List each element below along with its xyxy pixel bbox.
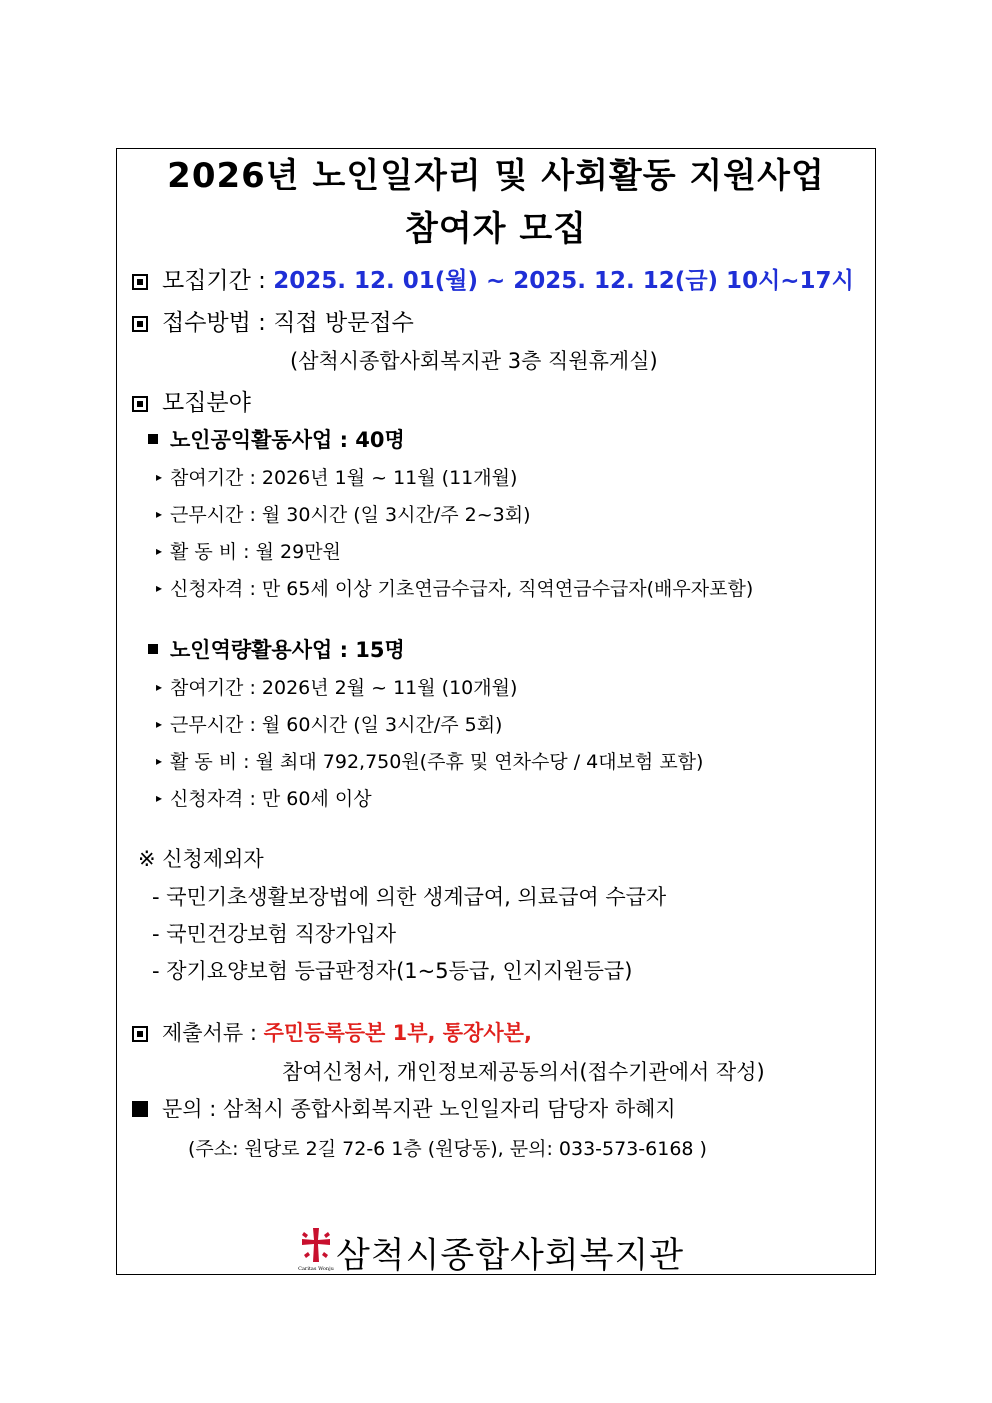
documents-value2: 참여신청서, 개인정보제공동의서(접수기관에서 작성) [282, 1060, 765, 1084]
documents-value-red: 주민등록등본 1부, 통장사본, [263, 1021, 532, 1045]
checkbox-square-icon [132, 396, 148, 412]
contact-address: (주소: 원당로 2길 72-6 1층 (원당동), 문의: 033-573-6168 ) [188, 1138, 707, 1160]
triangle-bullet-icon: ▸ [156, 753, 163, 768]
program1-row-text: 활 동 비 : 월 29만원 [170, 541, 341, 563]
required-documents [132, 1017, 532, 1047]
period-value: 2025. 12. 01(월) ~ 2025. 12. 12(금) 10시~17시 [273, 268, 854, 294]
program2-row-text: 활 동 비 : 월 최대 792,750원(주휴 및 연차수당 / 4대보험 포함) [170, 751, 704, 773]
recruit-period [132, 262, 854, 295]
contact-text: 문의 : 삼척시 종합사회복지관 노인일자리 담당자 하혜지 [162, 1097, 676, 1121]
page-title-line1: 2026년 노인일자리 및 사회활동 지원사업 [167, 156, 825, 196]
program1-heading-text: 노인공익활동사업 : 40명 [170, 428, 405, 452]
method-place: (삼척시종합사회복지관 3층 직원휴게실) [290, 349, 658, 373]
program2-row [156, 784, 372, 811]
program1-row [156, 537, 341, 564]
contact-line [132, 1093, 676, 1123]
program1-row [156, 463, 517, 490]
triangle-bullet-icon: ▸ [156, 469, 163, 484]
checkbox-square-icon [132, 274, 148, 290]
program2-row [156, 747, 703, 774]
bullet-square-icon [148, 644, 158, 654]
organization-name: 삼척시종합사회복지관 [336, 1236, 685, 1276]
documents-label: 제출서류 : [162, 1021, 257, 1045]
program1-row-text: 근무시간 : 월 30시간 (일 3시간/주 2~3회) [170, 504, 531, 526]
program1-row-text: 신청자격 : 만 65세 이상 기초연금수급자, 직역연금수급자(배우자포함) [170, 578, 754, 600]
program2-heading-text: 노인역량활용사업 : 15명 [170, 638, 405, 662]
period-label: 모집기간 : [162, 268, 266, 294]
exclusion-item: - 국민건강보험 직장가입자 [152, 922, 397, 946]
program1-heading [148, 424, 405, 454]
checkbox-square-icon [132, 1026, 148, 1042]
recruit-fields [132, 384, 251, 417]
program2-row [156, 673, 517, 700]
bullet-square-icon [148, 434, 158, 444]
page-title-line2: 참여자 모집 [404, 209, 588, 249]
reception-method [132, 304, 414, 337]
triangle-bullet-icon: ▸ [156, 543, 163, 558]
triangle-bullet-icon: ▸ [156, 716, 163, 731]
exclusion-heading: ※ 신청제외자 [138, 847, 264, 871]
triangle-bullet-icon: ▸ [156, 580, 163, 595]
method-value: 직접 방문접수 [273, 310, 414, 336]
program2-row [156, 710, 502, 737]
program1-row [156, 500, 530, 527]
caritas-cross-icon [296, 1226, 336, 1272]
triangle-bullet-icon: ▸ [156, 790, 163, 805]
logo-caption: Caritas Wonju [298, 1266, 334, 1272]
program2-row-text: 신청자격 : 만 60세 이상 [170, 788, 372, 810]
method-label: 접수방법 : [162, 310, 266, 336]
exclusion-item: - 장기요양보험 등급판정자(1~5등급, 인지지원등급) [152, 959, 633, 983]
triangle-bullet-icon: ▸ [156, 506, 163, 521]
footer-logo [296, 1226, 336, 1276]
bullet-square-icon [132, 1101, 148, 1117]
program2-row-text: 참여기간 : 2026년 2월 ~ 11월 (10개월) [170, 677, 518, 699]
exclusion-item: - 국민기초생활보장법에 의한 생계급여, 의료급여 수급자 [152, 885, 667, 909]
fields-label: 모집분야 [162, 390, 251, 416]
checkbox-square-icon [132, 316, 148, 332]
program2-row-text: 근무시간 : 월 60시간 (일 3시간/주 5회) [170, 714, 503, 736]
program1-row [156, 574, 753, 601]
program2-heading [148, 634, 405, 664]
program1-row-text: 참여기간 : 2026년 1월 ~ 11월 (11개월) [170, 467, 518, 489]
triangle-bullet-icon: ▸ [156, 679, 163, 694]
